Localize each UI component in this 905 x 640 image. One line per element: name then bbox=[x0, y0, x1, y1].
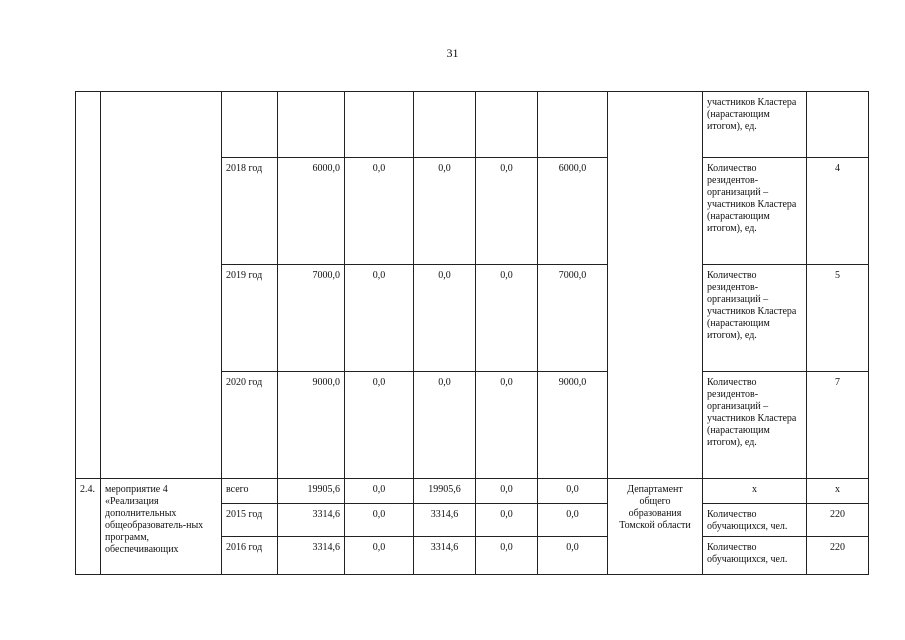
cell-regional: 3314,6 bbox=[414, 504, 476, 537]
cell-year: 2018 год bbox=[222, 158, 278, 265]
cell-section-number: 2.4. bbox=[76, 479, 101, 575]
cell-local: 0,0 bbox=[476, 504, 538, 537]
cell-federal bbox=[345, 92, 414, 158]
cell-value: 5 bbox=[807, 265, 869, 372]
cell-total: 7000,0 bbox=[278, 265, 345, 372]
cell-total: 19905,6 bbox=[278, 479, 345, 504]
cell-executor-empty bbox=[608, 92, 703, 479]
cell-year: 2019 год bbox=[222, 265, 278, 372]
cell-extrabudget: 9000,0 bbox=[538, 372, 608, 479]
table-row bbox=[76, 92, 869, 158]
program-table bbox=[75, 91, 869, 575]
cell-year: всего bbox=[222, 479, 278, 504]
cell-federal: 0,0 bbox=[345, 504, 414, 537]
cell-total: 6000,0 bbox=[278, 158, 345, 265]
cell-local: 0,0 bbox=[476, 265, 538, 372]
cell-extrabudget: 7000,0 bbox=[538, 265, 608, 372]
cell-extrabudget: 0,0 bbox=[538, 537, 608, 575]
cell-local: 0,0 bbox=[476, 537, 538, 575]
cell-indicator: x bbox=[703, 479, 807, 504]
cell-extrabudget: 6000,0 bbox=[538, 158, 608, 265]
cell-regional bbox=[414, 92, 476, 158]
cell-federal: 0,0 bbox=[345, 265, 414, 372]
cell-indicator: Количество резидентов-организаций – участников Кластера (нарастающим итогом), ед. bbox=[703, 372, 807, 479]
cell-local bbox=[476, 92, 538, 158]
cell-extrabudget: 0,0 bbox=[538, 479, 608, 504]
cell-indicator: Количество обучающихся, чел. bbox=[703, 537, 807, 575]
cell-value: 7 bbox=[807, 372, 869, 479]
cell-local: 0,0 bbox=[476, 372, 538, 479]
cell-section-name: мероприятие 4 «Реализация дополнительных общеобразователь-ных программ, обеспечивающих bbox=[101, 479, 222, 575]
cell-extrabudget: 0,0 bbox=[538, 504, 608, 537]
cell-total: 9000,0 bbox=[278, 372, 345, 479]
cell-year: 2015 год bbox=[222, 504, 278, 537]
cell-indicator: Количество резидентов-организаций – участников Кластера (нарастающим итогом), ед. bbox=[703, 158, 807, 265]
table-row bbox=[76, 479, 869, 504]
cell-name-empty bbox=[101, 92, 222, 479]
cell-local: 0,0 bbox=[476, 158, 538, 265]
cell-federal: 0,0 bbox=[345, 372, 414, 479]
cell-regional: 0,0 bbox=[414, 158, 476, 265]
cell-indicator: Количество резидентов-организаций – участников Кластера (нарастающим итогом), ед. bbox=[703, 265, 807, 372]
cell-regional: 3314,6 bbox=[414, 537, 476, 575]
cell-regional: 19905,6 bbox=[414, 479, 476, 504]
cell-federal: 0,0 bbox=[345, 479, 414, 504]
cell-local: 0,0 bbox=[476, 479, 538, 504]
cell-indicator: Количество обучающихся, чел. bbox=[703, 504, 807, 537]
cell-federal: 0,0 bbox=[345, 537, 414, 575]
cell-total: 3314,6 bbox=[278, 537, 345, 575]
cell-total bbox=[278, 92, 345, 158]
cell-regional: 0,0 bbox=[414, 372, 476, 479]
cell-regional: 0,0 bbox=[414, 265, 476, 372]
cell-number-empty bbox=[76, 92, 101, 479]
cell-value: 220 bbox=[807, 504, 869, 537]
cell-value bbox=[807, 92, 869, 158]
cell-year: 2020 год bbox=[222, 372, 278, 479]
cell-year: 2016 год bbox=[222, 537, 278, 575]
page-number: 31 bbox=[446, 46, 459, 60]
cell-year bbox=[222, 92, 278, 158]
cell-extrabudget bbox=[538, 92, 608, 158]
cell-total: 3314,6 bbox=[278, 504, 345, 537]
cell-executor: Департамент общего образования Томской области bbox=[608, 479, 703, 575]
cell-value: 4 bbox=[807, 158, 869, 265]
cell-value: x bbox=[807, 479, 869, 504]
cell-value: 220 bbox=[807, 537, 869, 575]
cell-indicator: участников Кластера (нарастающим итогом), ед. bbox=[703, 92, 807, 158]
cell-federal: 0,0 bbox=[345, 158, 414, 265]
